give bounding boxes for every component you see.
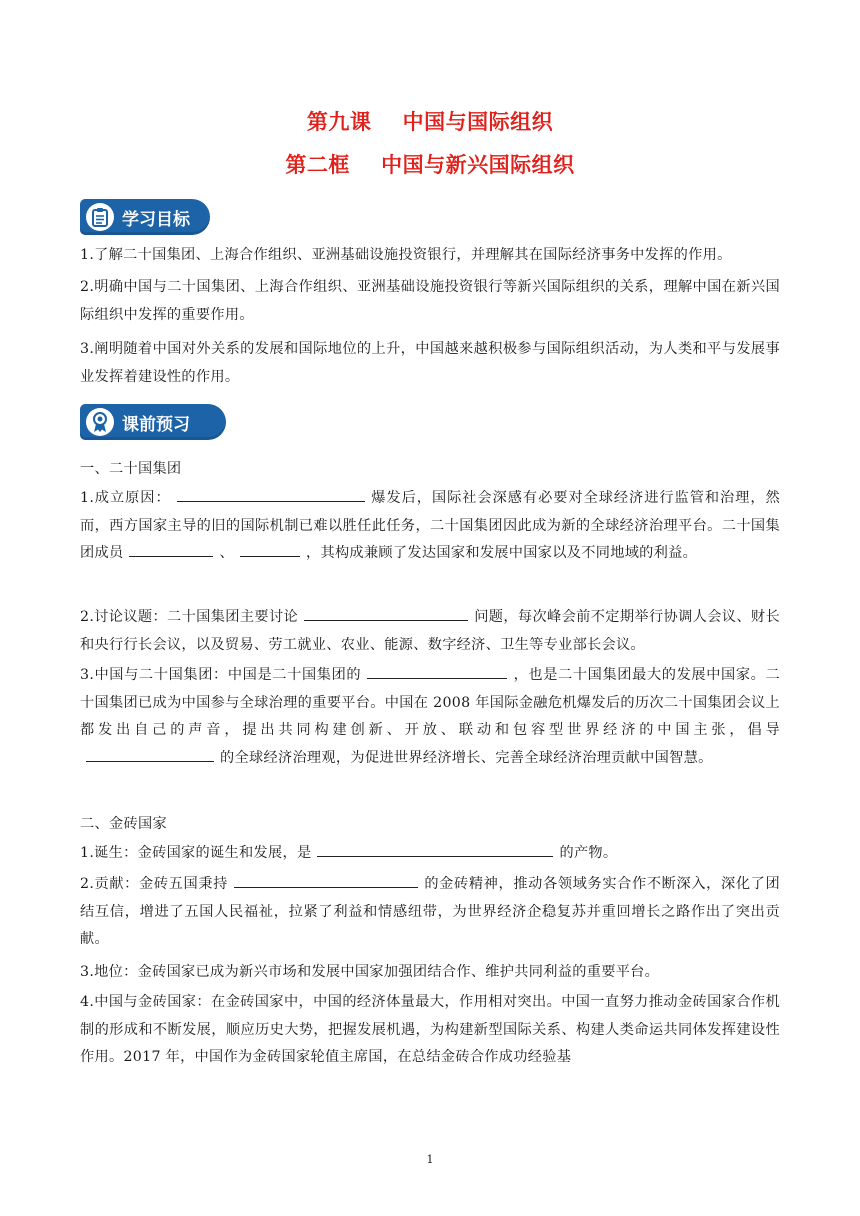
fill-blank[interactable] — [240, 540, 300, 557]
page-number: 1 — [426, 1153, 434, 1166]
g20-p1-text-c: 、 — [219, 545, 234, 561]
g20-p2-text-a: 2.讨论议题：二十国集团主要讨论 — [80, 609, 299, 625]
g20-paragraph-3 — [80, 662, 780, 772]
ribbon-medal-icon — [86, 408, 114, 436]
g20-p1-text-a: 1.成立原因： — [80, 490, 171, 506]
g20-p3-text-c: 的全球经济治理观，为促进世界经济增长、完善全球经济治理贡献中国智慧。 — [220, 749, 713, 766]
objective-1: 1.了解二十国集团、上海合作组织、亚洲基础设施投资银行，并理解其在国际经济事务中发挥的作用。 — [80, 247, 732, 263]
brics-p2-text-a: 2.贡献：金砖五国秉持 — [80, 876, 228, 892]
fill-blank[interactable] — [177, 485, 365, 502]
fill-blank[interactable] — [86, 745, 214, 762]
g20-paragraph-1 — [80, 485, 780, 568]
brics-p1-text-b: 的产物。 — [559, 845, 618, 861]
fill-blank[interactable] — [304, 604, 468, 621]
clipboard-icon — [86, 203, 114, 231]
preview-badge — [80, 404, 226, 440]
fill-blank[interactable] — [129, 540, 213, 557]
g20-heading: 一、二十国集团 — [80, 461, 182, 477]
brics-paragraph-3: 3.地位：金砖国家已成为新兴市场和发展中国家加强团结合作、维护共同利益的重要平台。 — [80, 964, 660, 980]
g20-p2-text-b: 问题，每次峰会前不定期举行协调人会议、财长和央行行长会议，以及贸易、劳工就业、农业、能源、数字经济、卫生等专业部长会议。 — [80, 609, 780, 653]
objectives-badge-label: 学习目标 — [122, 209, 190, 230]
fill-blank[interactable] — [367, 662, 507, 679]
brics-p1-text-a: 1.诞生：金砖国家的诞生和发展，是 — [80, 845, 312, 861]
g20-p3-text-b: ，也是二十国集团最大的发展中国家。二十国集团已成为中国参与全球治理的重要平台。中国在 2008 年国际金融危机爆发后的历次二十国集团会议上都发出自己的声音，提出共同构建创新、开放、联动和包容型世界经济的中国主张，倡导 — [80, 667, 780, 738]
preview-badge-label: 课前预习 — [122, 414, 190, 435]
brics-p2-text-b: 的金砖精神，推动各领域务实合作不断深入，深化了团结互信，增进了五国人民福祉，拉紧了利益和情感纽带，为世界经济企稳复苏并重回增长之路作出了突出贡献。 — [80, 876, 781, 947]
brics-paragraph-1 — [80, 840, 780, 868]
fill-blank[interactable] — [234, 871, 418, 888]
brics-paragraph-2 — [80, 871, 780, 954]
brics-paragraph-4: 4.中国与金砖国家：在金砖国家中，中国的经济体量最大，作用相对突出。中国一直努力推动金砖国家合作机制的形成和不断发展，顺应历史大势，把握发展机遇，为构建新型国际关系、构建人类命运共同体发挥建设性作用。2017 年，中国作为金砖国家轮值主席国，在总结金砖合作成功经验基 — [80, 994, 780, 1065]
lesson-title: 第九课 中国与国际组织 — [306, 110, 554, 134]
objective-3: 3.阐明随着中国对外关系的发展和国际地位的上升，中国越来越积极参与国际组织活动，为人类和平与发展事业发挥着建设性的作用。 — [80, 341, 780, 385]
g20-paragraph-2 — [80, 604, 780, 659]
g20-p3-text-a: 3.中国与二十国集团：中国是二十国集团的 — [80, 667, 362, 683]
fill-blank[interactable] — [317, 840, 553, 857]
section-title: 第二框 中国与新兴国际组织 — [285, 153, 575, 177]
brics-heading: 二、金砖国家 — [80, 816, 167, 832]
g20-p1-text-b: 爆发后，国际社会深感有必要对全球经济进行监管和治理，然而，西方国家主导的旧的国际机制已难以胜任此任务，二十国集团因此成为新的全球经济治理平台。二十国集团成员 — [80, 490, 780, 561]
g20-p1-text-d: ，其构成兼顾了发达国家和发展中国家以及不同地域的利益。 — [305, 545, 698, 561]
objectives-badge — [80, 199, 210, 235]
objective-2: 2.明确中国与二十国集团、上海合作组织、亚洲基础设施投资银行等新兴国际组织的关系，理解中国在新兴国际组织中发挥的重要作用。 — [80, 279, 780, 323]
